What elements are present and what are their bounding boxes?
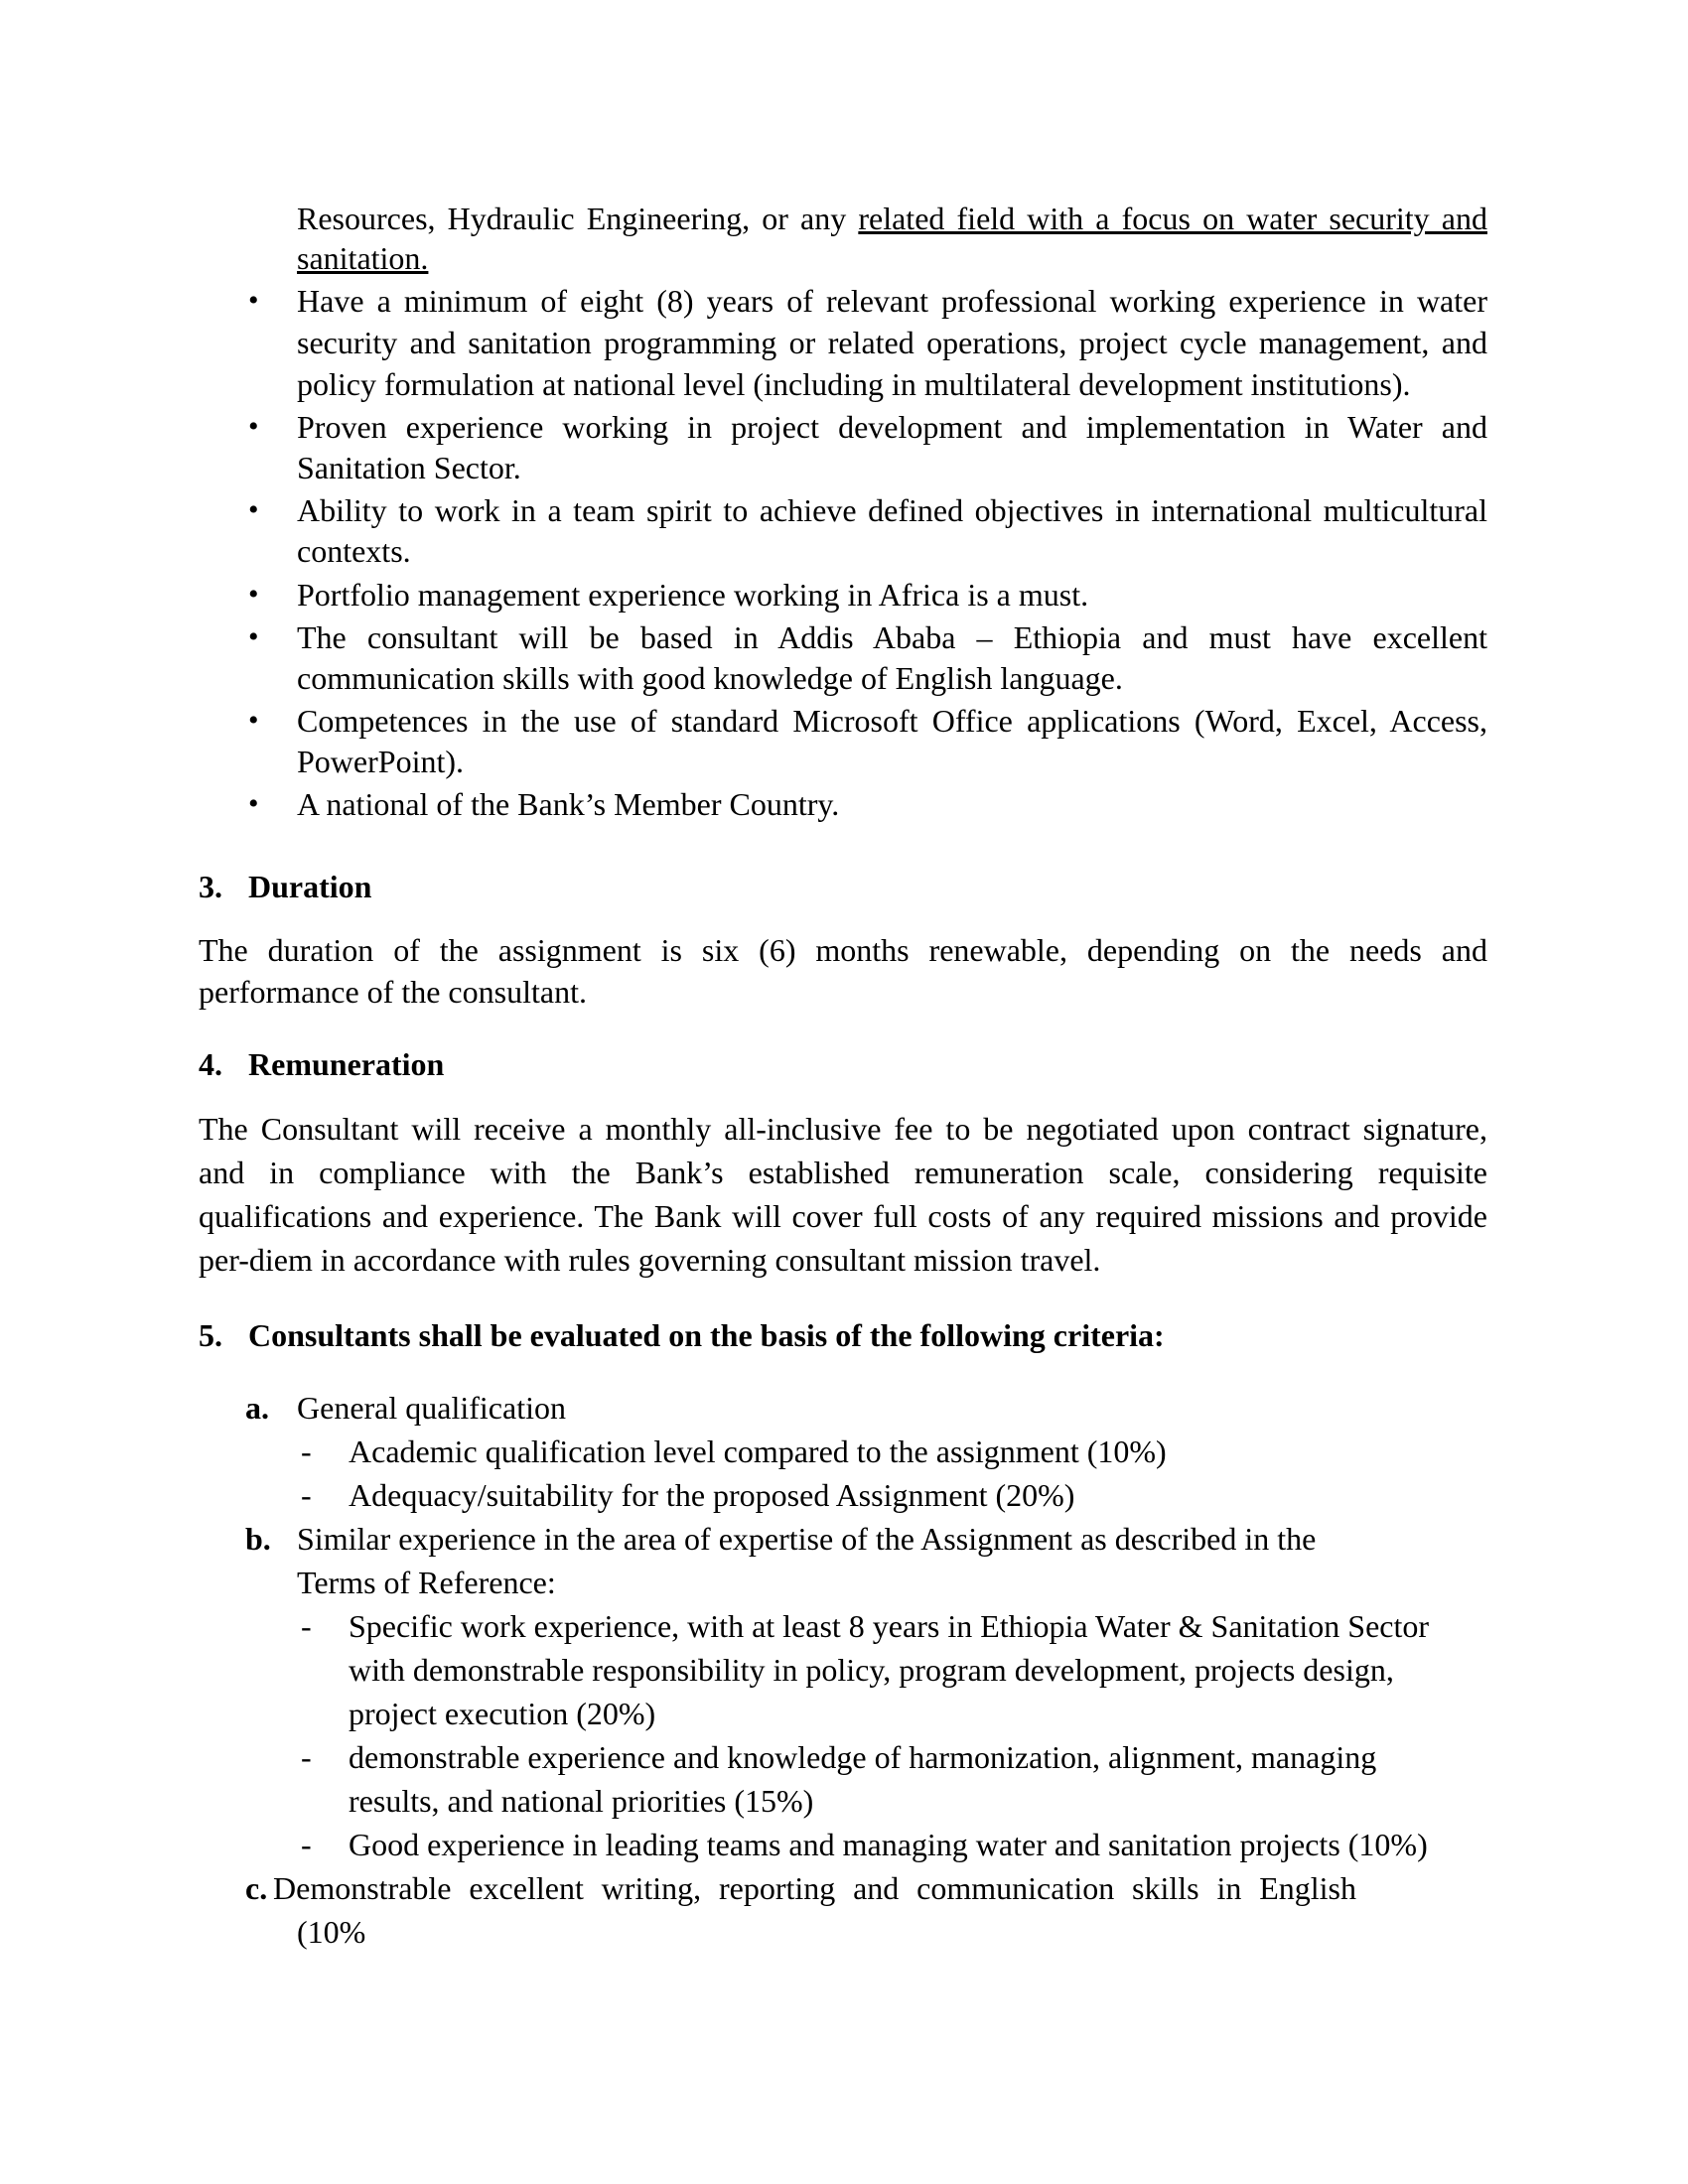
bullet-2-line-2: Sanitation Sector. [297, 450, 521, 485]
bullet-4-line-1: Portfolio management experience working in Africa is a must. [297, 577, 1089, 613]
bullet-icon: • [248, 620, 259, 653]
criteria-b-item-1-line-1: Specific work experience, with at least 8 years in Ethiopia Water & Sanitation Sector [349, 1608, 1430, 1644]
criteria-b-item-2-line-2: results, and national priorities (15%) [349, 1783, 814, 1819]
section-4-number: 4. [199, 1046, 222, 1082]
intro-line-2 [297, 238, 1487, 278]
section-5-number: 5. [199, 1317, 222, 1353]
criteria-c-title-line-1: Demonstrable excellent writing, reporting and communication skills in English [273, 1870, 1356, 1906]
criteria-b-letter: b. [245, 1521, 271, 1557]
intro-underlined-text: related field with a focus on water security and [858, 201, 1487, 236]
criteria-c-title-line-2: (10% [297, 1914, 366, 1950]
section-3-number: 3. [199, 869, 222, 904]
bullet-3-line-2: contexts. [297, 533, 411, 569]
remuneration-line-4: per-diem in accordance with rules governing consultant mission travel. [199, 1242, 1101, 1278]
bullet-2-line-1: Proven experience working in project development and implementation in Water and [297, 409, 1487, 445]
bullet-3-line-1: Ability to work in a team spirit to achieve defined objectives in international multicultural [297, 492, 1487, 528]
criteria-a-title: General qualification [297, 1390, 566, 1426]
criteria-b-item-1-line-3: project execution (20%) [349, 1696, 656, 1731]
bullet-6-line-2: PowerPoint). [297, 744, 464, 779]
bullet-icon: • [248, 410, 259, 443]
duration-line-2: performance of the consultant. [199, 974, 587, 1010]
dash-icon: - [301, 1477, 312, 1513]
bullet-7-line-1: A national of the Bank’s Member Country. [297, 786, 840, 822]
bullet-icon: • [248, 493, 259, 526]
criteria-b-item-3: Good experience in leading teams and managing water and sanitation projects (10%) [349, 1827, 1428, 1862]
dash-icon: - [301, 1827, 312, 1862]
criteria-b-item-2-line-1: demonstrable experience and knowledge of harmonization, alignment, managing [349, 1739, 1377, 1775]
remuneration-line-3: qualifications and experience. The Bank will cover full costs of any required missions and provide [199, 1198, 1487, 1234]
section-4-heading: Remuneration [248, 1046, 445, 1082]
criteria-b-title-line-1: Similar experience in the area of expertise of the Assignment as described in the [297, 1521, 1317, 1557]
dash-icon: - [301, 1608, 312, 1644]
dash-icon: - [301, 1739, 312, 1775]
bullet-5-line-2: communication skills with good knowledge of English language. [297, 660, 1123, 696]
intro-line-1 [297, 199, 1487, 238]
bullet-1-line-2: security and sanitation programming or related operations, project cycle management, and [297, 325, 1487, 360]
duration-line-1: The duration of the assignment is six (6) months renewable, depending on the needs and [199, 932, 1487, 968]
bullet-icon: • [248, 284, 259, 317]
criteria-a-letter: a. [245, 1390, 269, 1426]
bullet-icon: • [248, 787, 259, 820]
bullet-5-line-1: The consultant will be based in Addis Ababa – Ethiopia and must have excellent [297, 619, 1487, 655]
remuneration-line-1: The Consultant will receive a monthly all-inclusive fee to be negotiated upon contract signature, [199, 1111, 1487, 1147]
section-5-heading: Consultants shall be evaluated on the basis of the following criteria: [248, 1317, 1165, 1353]
intro-underlined-text-2: sanitation. [297, 240, 429, 276]
dash-icon: - [301, 1433, 312, 1469]
bullet-1-line-3: policy formulation at national level (including in multilateral development institutions). [297, 366, 1411, 402]
criteria-a-item-2: Adequacy/suitability for the proposed Assignment (20%) [349, 1477, 1075, 1513]
remuneration-line-2: and in compliance with the Bank’s established remuneration scale, considering requisite [199, 1155, 1487, 1190]
criteria-a-item-1: Academic qualification level compared to the assignment (10%) [349, 1433, 1167, 1469]
bullet-icon: • [248, 704, 259, 737]
bullet-6-line-1: Competences in the use of standard Microsoft Office applications (Word, Excel, Access, [297, 703, 1487, 739]
criteria-b-title-line-2: Terms of Reference: [297, 1565, 556, 1600]
criteria-c-letter: c. [245, 1870, 268, 1906]
criteria-b-item-1-line-2: with demonstrable responsibility in policy, program development, projects design, [349, 1652, 1394, 1688]
section-3-heading: Duration [248, 869, 372, 904]
intro-text: Resources, Hydraulic Engineering, or any [297, 201, 859, 236]
bullet-1-line-1: Have a minimum of eight (8) years of relevant professional working experience in water [297, 283, 1487, 319]
bullet-icon: • [248, 578, 259, 611]
